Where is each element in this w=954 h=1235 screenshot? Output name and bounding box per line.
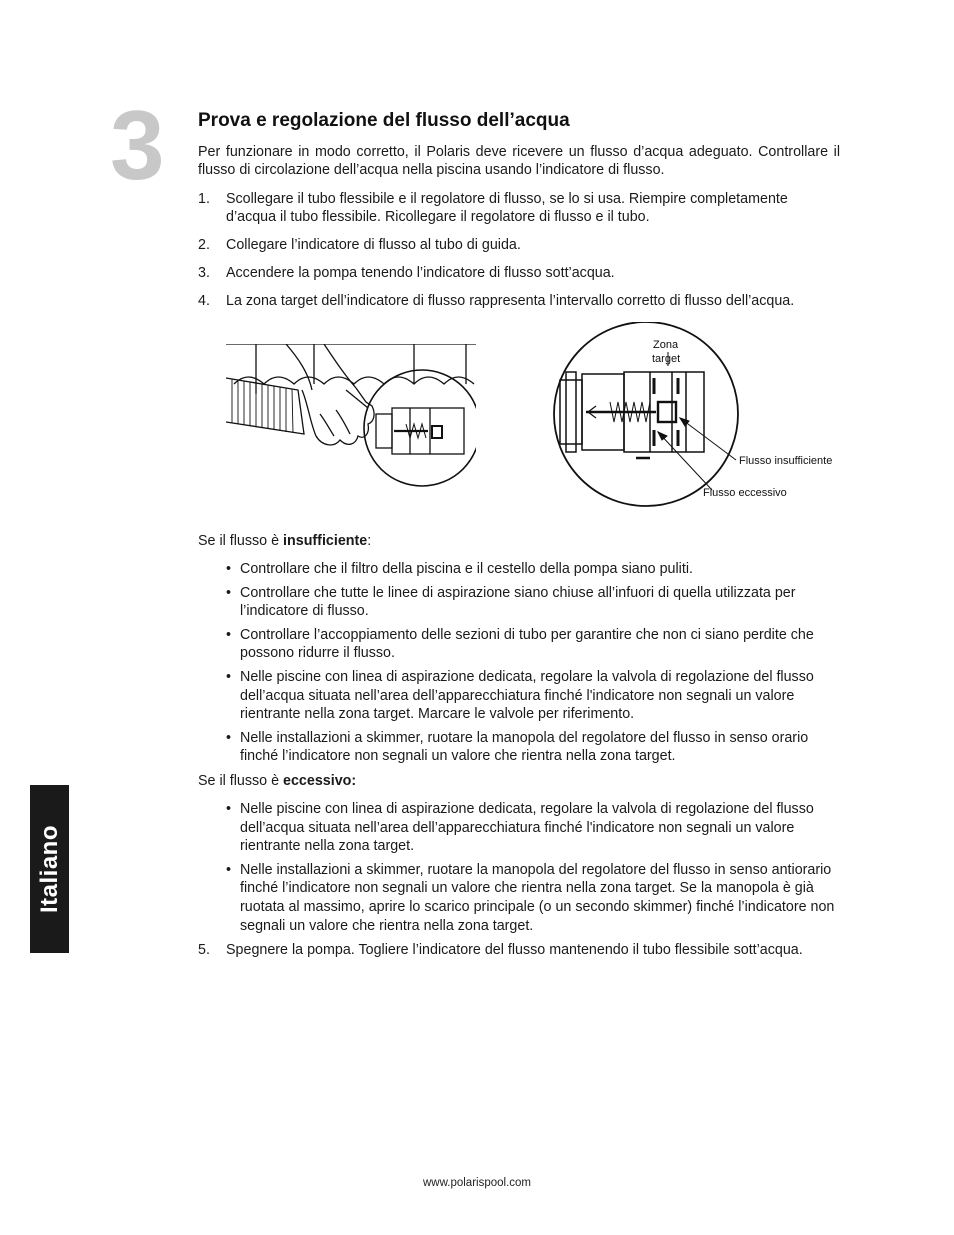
- step-item: [198, 292, 840, 310]
- step-text: Spegnere la pompa. Togliere l’indicatore del flusso mantenendo il tubo flessibile sott’acqua.: [226, 942, 803, 959]
- insufficient-heading: [198, 532, 840, 550]
- label-flusso-insufficiente: Flusso insufficiente: [739, 455, 833, 467]
- step-item: [198, 190, 840, 226]
- excessive-heading: [198, 772, 840, 790]
- bullet-item: • Controllare l’accoppiamento delle sezioni di tubo per garantire che non ci siano perdite che possono ridurre il flusso.: [198, 626, 840, 663]
- bullet-item: • Controllare che tutte le linee di aspirazione siano chiuse all’infuori di quella utilizzata per l’indicatore di flusso.: [198, 584, 840, 621]
- insufficient-bold: insufficiente: [283, 533, 368, 549]
- step-item: [198, 941, 840, 959]
- bullet-item: • Controllare che il filtro della piscina e il cestello della pompa siano puliti.: [198, 560, 840, 579]
- step-number-label: 5.: [198, 942, 210, 959]
- bullet-item: • Nelle installazioni a skimmer, ruotare la manopola del regolatore del flusso in senso orario finché l’indicatore non segnali un valore che rientra nella zona target.: [198, 729, 840, 766]
- hose-flow-indicator-illustration: [226, 344, 476, 494]
- excessive-bold: eccessivo:: [283, 772, 357, 789]
- flow-indicator-closeup-illustration: [546, 322, 846, 518]
- final-step-list: [198, 941, 840, 959]
- step-number-label: 1.: [198, 191, 210, 207]
- excessive-prefix: Se il flusso è: [198, 772, 284, 789]
- footer-url: www.polarispool.com: [422, 1177, 531, 1189]
- section-title: Prova e regolazione del flusso dell’acqua: [198, 110, 570, 131]
- language-side-tab: [30, 785, 69, 953]
- insufficient-suffix: :: [367, 533, 372, 549]
- label-target: target: [652, 353, 681, 365]
- insufficient-bullets: [198, 560, 840, 766]
- label-zona: Zona: [653, 339, 679, 351]
- step-item: [198, 264, 840, 282]
- step-item: [198, 236, 840, 254]
- step-text: Scollegare il tubo flessibile e il regolatore di flusso, se lo si usa. Riempire completamente d’acqua il tubo flessibile. Ricollegare il regolatore di flusso e il tubo.: [226, 191, 788, 225]
- excessive-bullets: [198, 800, 840, 935]
- step-text: Accendere la pompa tenendo l’indicatore di flusso sott’acqua.: [226, 265, 615, 281]
- intro-paragraph: Per funzionare in modo corretto, il Polaris deve ricevere un flusso d’acqua adeguato. Controllare il flusso di circolazione dell’acqua nella piscina usando l’indicatore di flusso.: [198, 144, 840, 178]
- steps-list: [198, 190, 840, 310]
- main-content: [198, 110, 840, 969]
- insufficient-prefix: Se il flusso è: [198, 533, 284, 549]
- step-text: Collegare l’indicatore di flusso al tubo di guida.: [226, 237, 521, 253]
- step-text: La zona target dell’indicatore di flusso rappresenta l’intervallo corretto di flusso dell’acqua.: [226, 293, 795, 309]
- step-number-label: 4.: [198, 293, 210, 309]
- step-number: 3: [110, 90, 165, 200]
- step-number-label: 2.: [198, 237, 210, 253]
- step-number-label: 3.: [198, 265, 210, 281]
- figures: [198, 322, 840, 518]
- bullet-item: • Nelle installazioni a skimmer, ruotare la manopola del regolatore del flusso in senso antiorario finché l’indicatore non segnali un valore che rientra nella zona target. Se la manopola è già ruotata al massimo, aprire lo scarico principale (o un secondo skimmer) finché l’indicatore non segnali un valore che rientra nella zona target.: [198, 861, 840, 935]
- label-flusso-eccessivo: Flusso eccessivo: [703, 487, 787, 499]
- bullet-item: • Nelle piscine con linea di aspirazione dedicata, regolare la valvola di regolazione del flusso dell’acqua situata nell’area dell’apparecchiatura finché l'indicatore non segnali un valore rientrante nella zona target. Marcare le valvole per riferimento.: [198, 668, 840, 724]
- language-label: Italiano: [35, 824, 63, 914]
- bullet-item: • Nelle piscine con linea di aspirazione dedicata, regolare la valvola di regolazione del flusso dell’acqua situata nell’area dell’apparecchiatura finché l'indicatore non segnali un valore rientrante nella zona target.: [198, 800, 840, 856]
